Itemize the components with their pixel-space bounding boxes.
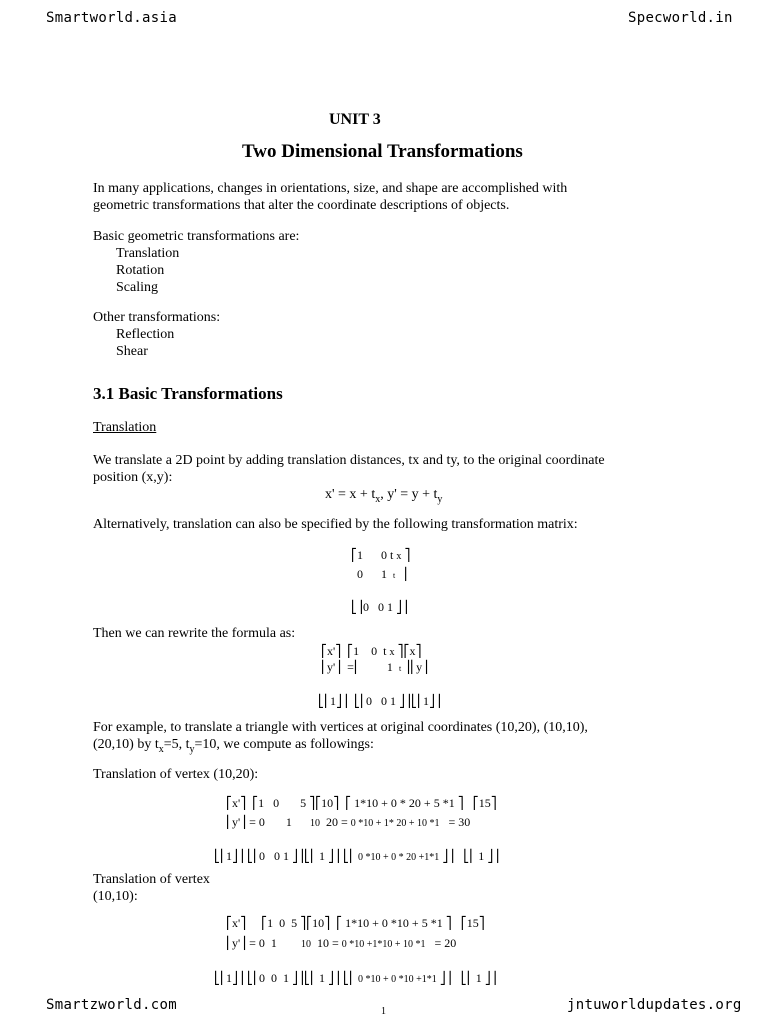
page-number: 1 xyxy=(381,1006,386,1017)
section-title: 3.1 Basic Transformations xyxy=(93,384,283,403)
translation-formula: $x' = x + t_x$, $y' = y + t_y$ xyxy=(325,487,443,505)
basic-item-rotation: Rotation xyxy=(116,263,165,278)
vertex2-label-line-1: Translation of vertex xyxy=(93,872,210,887)
other-heading: Other transformations: xyxy=(93,310,221,325)
other-item-reflection: Reflection xyxy=(116,327,175,342)
unit-label: UNIT 3 xyxy=(329,111,381,128)
intro-line-1: In many applications, changes in orientations, size, and shape are accomplished with xyxy=(93,181,568,196)
header-right-site: Specworld.in xyxy=(628,10,733,26)
rewrite-text: Then we can rewrite the formula as: xyxy=(93,626,296,641)
translate-line-1: We translate a 2D point by adding translation distances, tx and ty, to the original coordinate xyxy=(93,453,605,468)
page-title: Two Dimensional Transformations xyxy=(242,141,523,162)
translate-line-2: position (x,y): xyxy=(93,470,173,485)
example-line-2: (20,10) by $t_x=5$, $t_y=10$, we compute as followings: xyxy=(93,737,374,755)
footer-left-site: Smartzworld.com xyxy=(46,997,177,1013)
header-left-site: Smartworld.asia xyxy=(46,10,177,26)
intro-line-2: geometric transformations that alter the coordinate descriptions of objects. xyxy=(93,198,510,213)
footer-right-site: jntuworldupdates.org xyxy=(567,997,742,1013)
basic-item-scaling: Scaling xyxy=(116,280,158,295)
other-item-shear: Shear xyxy=(116,344,148,359)
section-subtitle: Translation xyxy=(93,420,157,435)
basic-heading: Basic geometric transformations are: xyxy=(93,229,300,244)
alt-text: Alternatively, translation can also be specified by the following transformation matrix: xyxy=(93,517,578,532)
basic-item-translation: Translation xyxy=(116,246,180,261)
vertex2-label-line-2: (10,10): xyxy=(93,889,138,904)
example-line-1: For example, to translate a triangle with vertices at original coordinates (10,20), (10,10), xyxy=(93,720,588,735)
vertex1-label: Translation of vertex (10,20): xyxy=(93,767,259,782)
